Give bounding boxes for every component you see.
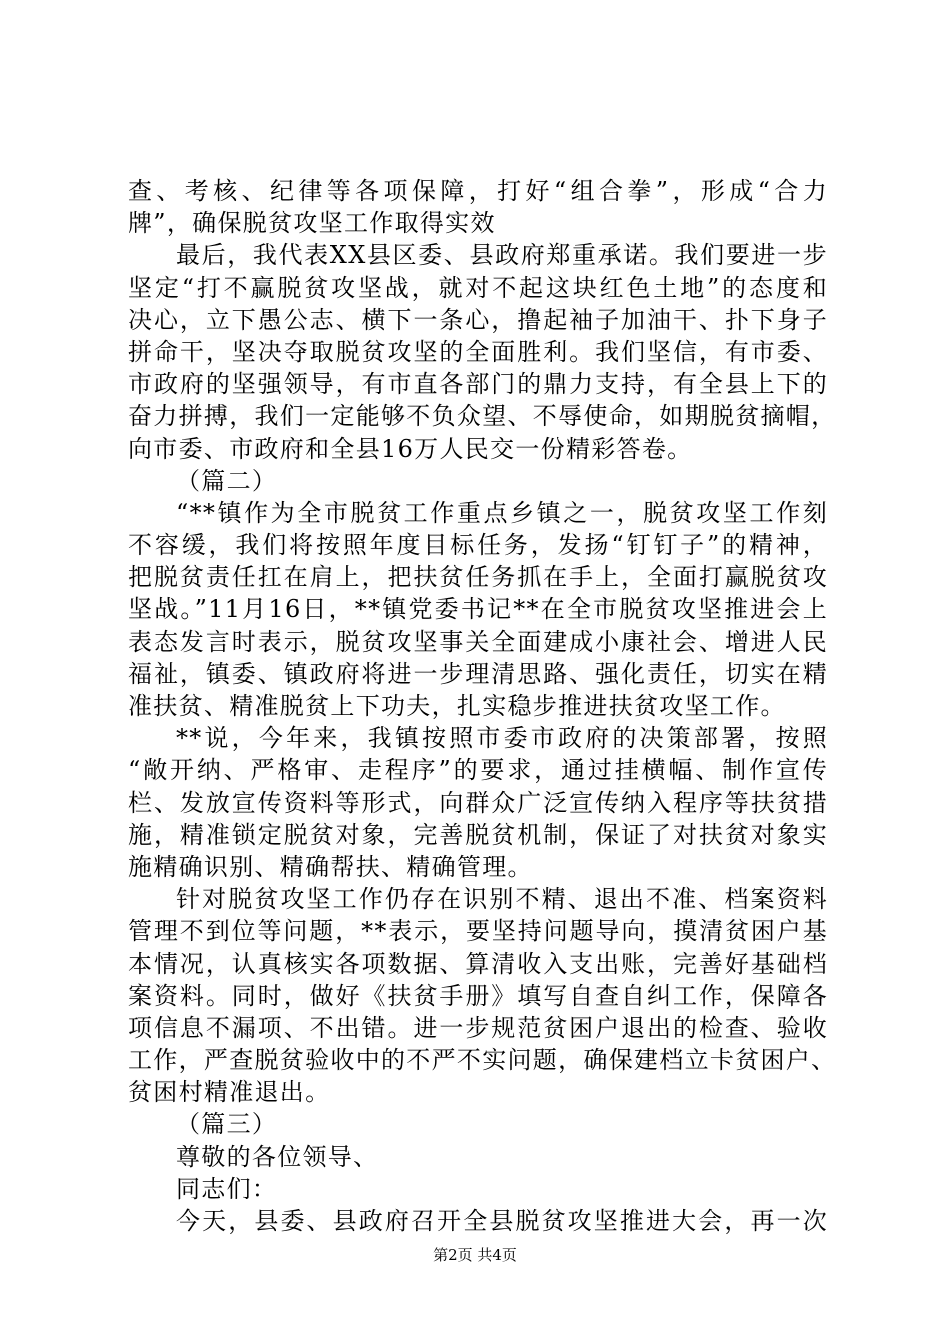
page-number: 第2页 共4页	[433, 1246, 517, 1264]
text-line: 项信息不漏项、不出错。进一步规范贫困户退出的检查、验收	[128, 1013, 828, 1042]
text-line: 奋力拼搏，我们一定能够不负众望、不辱使命，如期脱贫摘帽，	[128, 402, 837, 431]
text-line: 向市委、市政府和全县16万人民交一份精彩答卷。	[128, 434, 693, 463]
text-line: 今天，县委、县政府召开全县脱贫攻坚推进大会，再一次	[176, 1207, 828, 1235]
text-line: 栏、发放宣传资料等形式，向群众广泛宣传纳入程序等扶贫措	[128, 788, 828, 817]
text-line: 把脱贫责任扛在肩上，把扶贫任务抓在手上，全面打赢脱贫攻	[128, 563, 828, 592]
text-line: **说，今年来，我镇按照市委市政府的决策部署，按照	[176, 724, 828, 753]
salutation-line: 尊敬的各位领导、	[176, 1142, 379, 1171]
text-line: 施，精准锁定脱贫对象，完善脱贫机制，保证了对扶贫对象实	[128, 820, 828, 849]
section-heading: （篇三）	[176, 1110, 278, 1139]
text-line: 牌”，确保脱贫攻坚工作取得实效	[128, 209, 496, 238]
text-line: 拼命干，坚决夺取脱贫攻坚的全面胜利。我们坚信，有市委、	[128, 337, 828, 366]
text-line: 市政府的坚强领导，有市直各部门的鼎力支持，有全县上下的	[128, 370, 828, 399]
text-line: 不容缓，我们将按照年度目标任务，发扬“钉钉子”的精神，	[128, 531, 828, 560]
text-line: 准扶贫、精准脱贫上下功夫，扎实稳步推进扶贫攻坚工作。	[128, 692, 786, 720]
text-line: 表态发言时表示，脱贫攻坚事关全面建成小康社会、增进人民	[128, 627, 828, 656]
text-line: 坚定“打不赢脱贫攻坚战，就对不起这块红色土地”的态度和	[128, 273, 828, 302]
text-line: 案资料。同时，做好《扶贫手册》填写自查自纠工作，保障各	[128, 981, 828, 1010]
text-line: 最后，我代表XX县区委、县政府郑重承诺。我们要进一步	[176, 241, 828, 270]
text-line: 管理不到位等问题，**表示，要坚持问题导向，摸清贫困户基	[128, 917, 828, 946]
document-body	[128, 175, 837, 1237]
text-line: “**镇作为全市脱贫工作重点乡镇之一，脱贫攻坚工作刻	[176, 498, 828, 527]
text-line: 贫困村精准退出。	[128, 1078, 331, 1107]
salutation-line: 同志们：	[176, 1174, 278, 1203]
text-line: 针对脱贫攻坚工作仍存在识别不精、退出不准、档案资料	[176, 885, 828, 914]
text-line: 查、考核、纪律等各项保障，打好“组合拳”，形成“合力	[128, 177, 828, 205]
text-line: 本情况，认真核实各项数据、算清收入支出账，完善好基础档	[128, 949, 828, 978]
text-line: 工作，严查脱贫验收中的不严不实问题，确保建档立卡贫困户、	[128, 1046, 837, 1075]
text-line: 施精确识别、精确帮扶、精确管理。	[128, 852, 533, 881]
text-line: 坚战。”11月16日，**镇党委书记**在全市脱贫攻坚推进会上	[128, 595, 828, 624]
section-heading: （篇二）	[176, 466, 278, 495]
text-line: 决心，立下愚公志、横下一条心，撸起袖子加油干、扑下身子	[128, 305, 828, 334]
text-line: 福祉，镇委、镇政府将进一步理清思路、强化责任，切实在精	[128, 659, 828, 688]
text-line: “敞开纳、严格审、走程序”的要求，通过挂横幅、制作宣传	[128, 756, 828, 785]
